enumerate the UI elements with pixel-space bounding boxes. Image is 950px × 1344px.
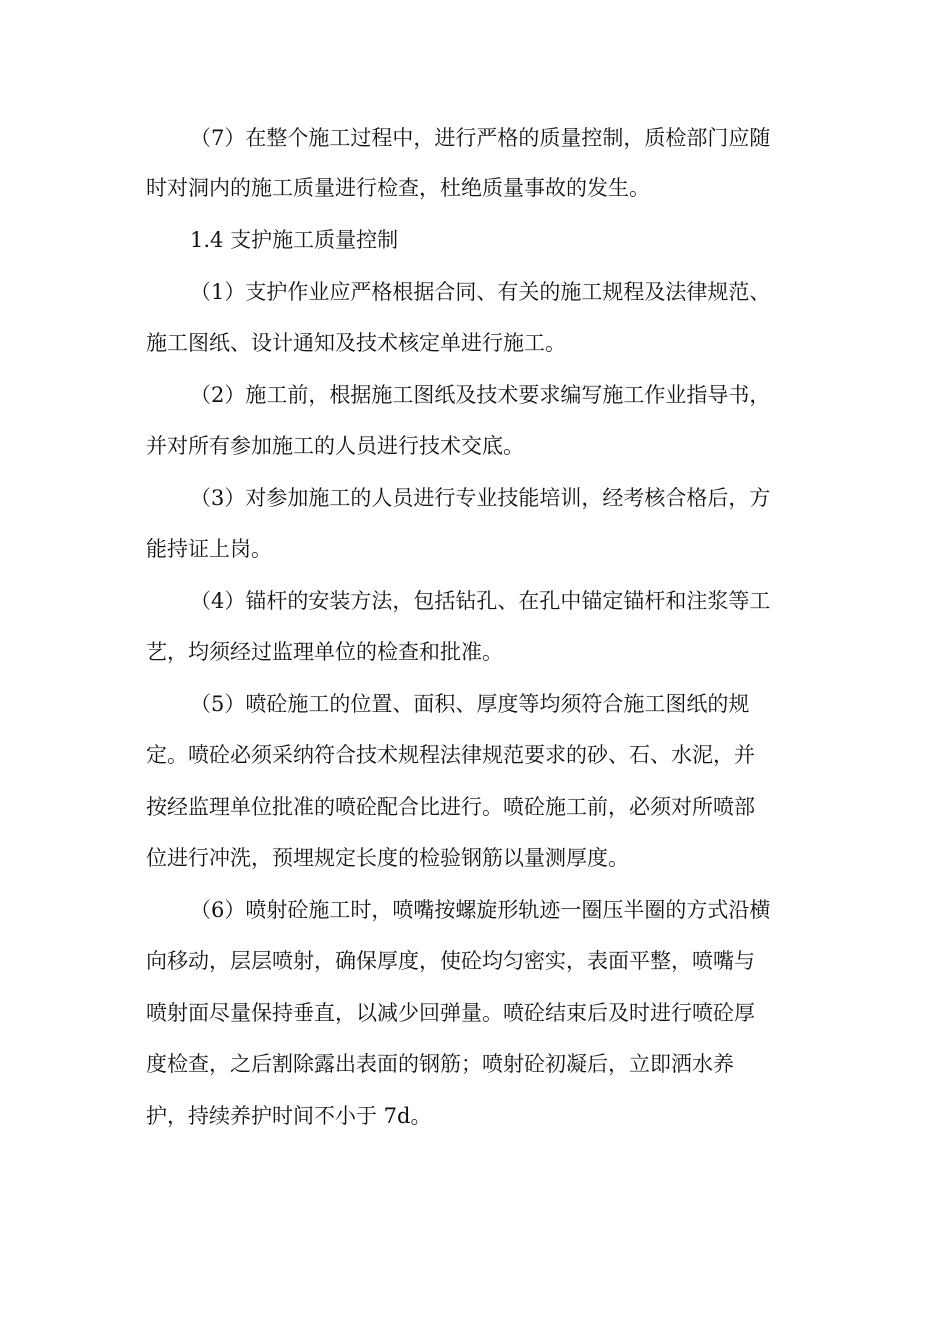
text-line: 施工图纸、设计通知及技术核定单进行施工。 <box>146 331 566 355</box>
text-line: 向移动，层层喷射，确保厚度，使砼均匀密实，表面平整，喷嘴与 <box>146 949 755 973</box>
text-line: 按经监理单位批准的喷砼配合比进行。喷砼施工前，必须对所喷部 <box>146 795 755 819</box>
text-line: 喷射面尽量保持垂直，以减少回弹量。喷砼结束后及时进行喷砼厚 <box>146 1001 755 1025</box>
text-line: 定。喷砼必须采纳符合技术规程法律规范要求的砂、石、水泥，并 <box>146 743 755 767</box>
text-line: 护，持续养护时间不小于 7d。 <box>146 1104 432 1128</box>
text-line: （1）支护作业应严格根据合同、有关的施工规程及法律规范、 <box>190 280 771 304</box>
text-line: （6）喷射砼施工时，喷嘴按螺旋形轨迹一圈压半圈的方式沿横 <box>190 898 771 922</box>
section-heading: 1.4 支护施工质量控制 <box>190 228 399 252</box>
text-line: （4）锚杆的安装方法，包括钻孔、在孔中锚定锚杆和注浆等工 <box>190 589 771 613</box>
text-line: （3）对参加施工的人员进行专业技能培训，经考核合格后，方 <box>190 486 771 510</box>
text-line: （2）施工前，根据施工图纸及技术要求编写施工作业指导书， <box>190 383 771 407</box>
text-line: 度检查，之后割除露出表面的钢筋；喷射砼初凝后，立即洒水养 <box>146 1052 734 1076</box>
text-line: 时对洞内的施工质量进行检查，杜绝质量事故的发生。 <box>146 176 650 200</box>
text-line: （5）喷砼施工的位置、面积、厚度等均须符合施工图纸的规 <box>190 692 750 716</box>
text-line: （7）在整个施工过程中，进行严格的质量控制，质检部门应随 <box>190 126 771 150</box>
text-line: 能持证上岗。 <box>146 537 272 561</box>
text-line: 并对所有参加施工的人员进行技术交底。 <box>146 434 524 458</box>
text-line: 位进行冲洗，预埋规定长度的检验钢筋以量测厚度。 <box>146 846 629 870</box>
text-line: 艺，均须经过监理单位的检查和批准。 <box>146 640 503 664</box>
